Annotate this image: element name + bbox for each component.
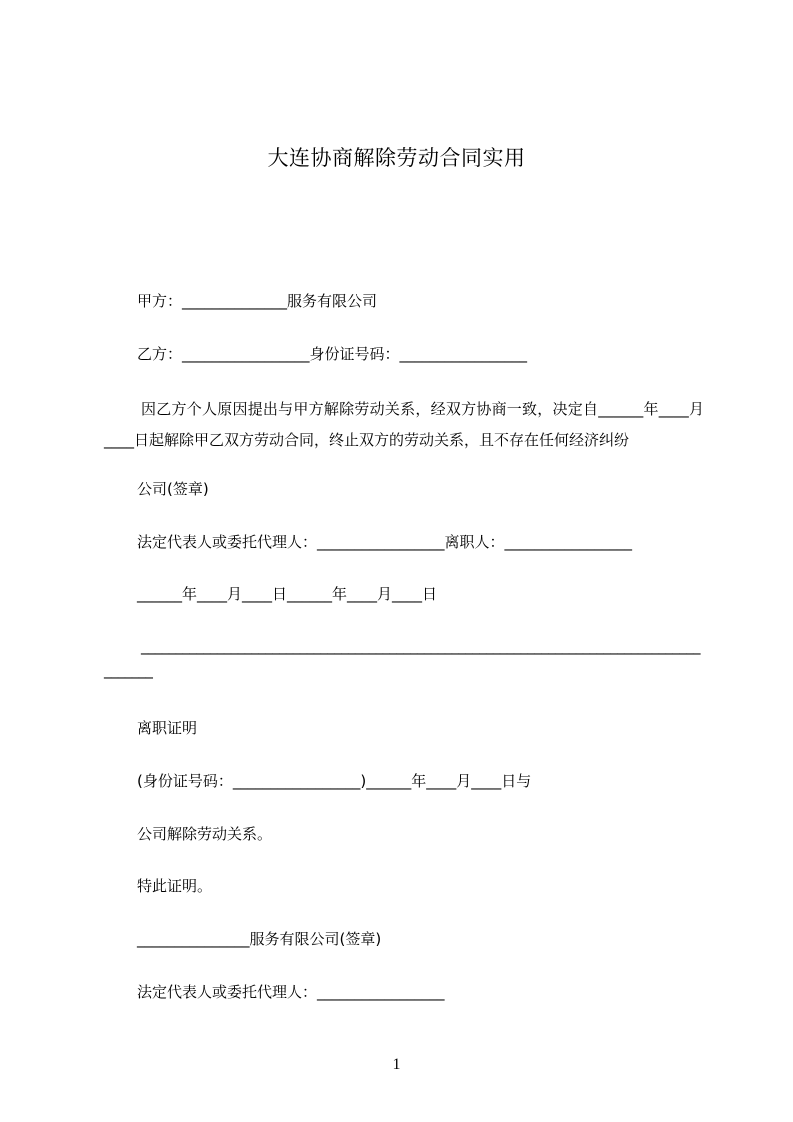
- agreement-paragraph: 因乙方个人原因提出与甲方解除劳动关系，经双方协商一致，决定自______年____月____日起解除甲乙双方劳动合同，终止双方的劳动关系，且不存在任何经济纠纷: [104, 400, 704, 449]
- section-divider: ________________________________________________________________________________________: [104, 637, 700, 679]
- certificate-statement: 特此证明。: [137, 877, 213, 895]
- certificate-relation-line: 公司解除劳动关系。: [137, 825, 273, 843]
- certificate-company-seal: _______________服务有限公司(签章): [137, 930, 382, 948]
- party-b-line: 乙方：_________________身份证号码：_________________: [137, 345, 528, 363]
- certificate-id-line: (身份证号码：_________________)______年____月____日与: [137, 772, 532, 790]
- signatories-line: 法定代表人或委托代理人：_________________离职人：_________________: [137, 533, 633, 551]
- party-a-line: 甲方：______________服务有限公司: [137, 292, 378, 310]
- certificate-representative-line: 法定代表人或委托代理人：_________________: [137, 983, 445, 1001]
- page-title: 大连协商解除劳动合同实用: [267, 146, 526, 170]
- company-seal-line: 公司(签章): [137, 480, 209, 498]
- dates-line: ______年____月____日______年____月____日: [137, 585, 438, 603]
- certificate-title: 离职证明: [137, 719, 198, 737]
- page-number: 1: [392, 1056, 401, 1073]
